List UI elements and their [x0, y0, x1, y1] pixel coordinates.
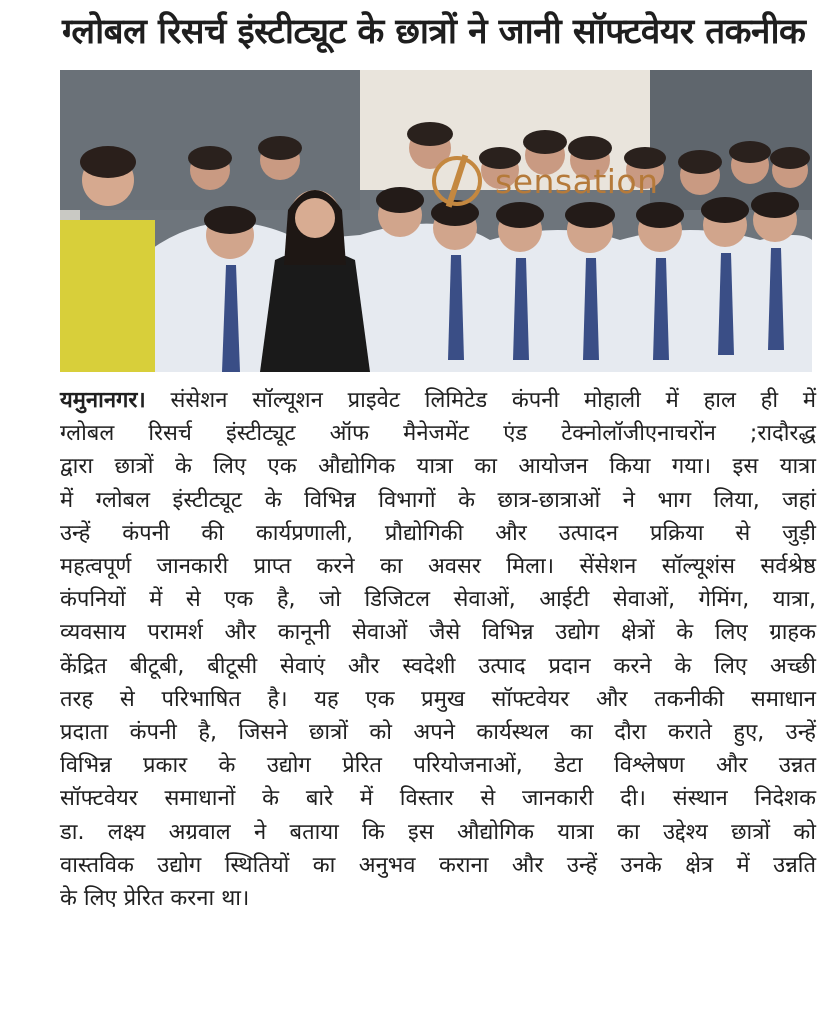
article-line-text: संसेशन सॉल्यूशन प्राइवेट लिमिटेड कंपनी मोहाली में हाल ही में [145, 388, 816, 413]
article-body [60, 384, 816, 915]
article-line: सॉफ्टवेयर समाधानों के बारे में विस्तार से जानकारी दी। संस्थान निदेशक [60, 786, 816, 812]
group-photo-illustration [60, 70, 812, 372]
article-line: उन्हें कंपनी की कार्यप्रणाली, प्रौद्योगिकी और उत्पादन प्रक्रिया से जुड़ी [60, 520, 816, 546]
article-line: द्वारा छात्रों के लिए एक औद्योगिक यात्रा का आयोजन किया गया। इस यात्रा [60, 454, 816, 480]
article-line: केंद्रित बीटूबी, बीटूसी सेवाएं और स्वदेशी उत्पाद प्रदान करने के लिए अच्छी [60, 653, 816, 679]
article-line: व्यवसाय परामर्श और कानूनी सेवाओं जैसे विभिन्न उद्योग क्षेत्रों के लिए ग्राहक [60, 620, 816, 646]
dateline: यमुनानगर। [60, 388, 146, 413]
article-line [60, 384, 816, 417]
article-line: विभिन्न प्रकार के उद्योग प्रेरित परियोजनाओं, डेटा विश्लेषण और उन्नत [60, 753, 816, 779]
article-line: तरह से परिभाषित है। यह एक प्रमुख सॉफ्टवेयर और तकनीकी समाधान [60, 686, 816, 712]
article-line: महत्वपूर्ण जानकारी प्राप्त करने का अवसर मिला। सेंसेशन सॉल्यूशंस सर्वश्रेष्ठ [60, 554, 816, 580]
article-line: ग्लोबल रिसर्च इंस्टीट्यूट ऑफ मैनेजमेंट एंड टेक्नोलॉजीएनाचरोंन ;रादौरद्ध [60, 421, 816, 447]
sensation-logo-text: sensation [495, 162, 659, 201]
article-line: वास्तविक उद्योग स्थितियों का अनुभव कराना और उन्हें उनके क्षेत्र में उन्नति [60, 852, 816, 878]
article-line: के लिए प्रेरित करना था। [60, 886, 250, 912]
headline: ग्लोबल रिसर्च इंस्टीट्यूट के छात्रों ने जानी सॉफ्टवेयर तकनीक [62, 12, 806, 52]
sensation-logo-icon [432, 156, 482, 206]
article-line: में ग्लोबल इंस्टीट्यूट के विभिन्न विभागों के छात्र-छात्राओं ने भाग लिया, जहां [60, 487, 816, 513]
group-photo [60, 70, 812, 372]
article-line: डा. लक्ष्य अग्रवाल ने बताया कि इस औद्योगिक यात्रा का उद्देश्य छात्रों को [60, 819, 816, 845]
article-line: प्रदाता कंपनी है, जिसने छात्रों को अपने कार्यस्थल का दौरा कराते हुए, उन्हें [60, 720, 816, 746]
article-line: कंपनियों में से एक है, जो डिजिटल सेवाओं, आईटी सेवाओं, गेमिंग, यात्रा, [60, 587, 816, 613]
